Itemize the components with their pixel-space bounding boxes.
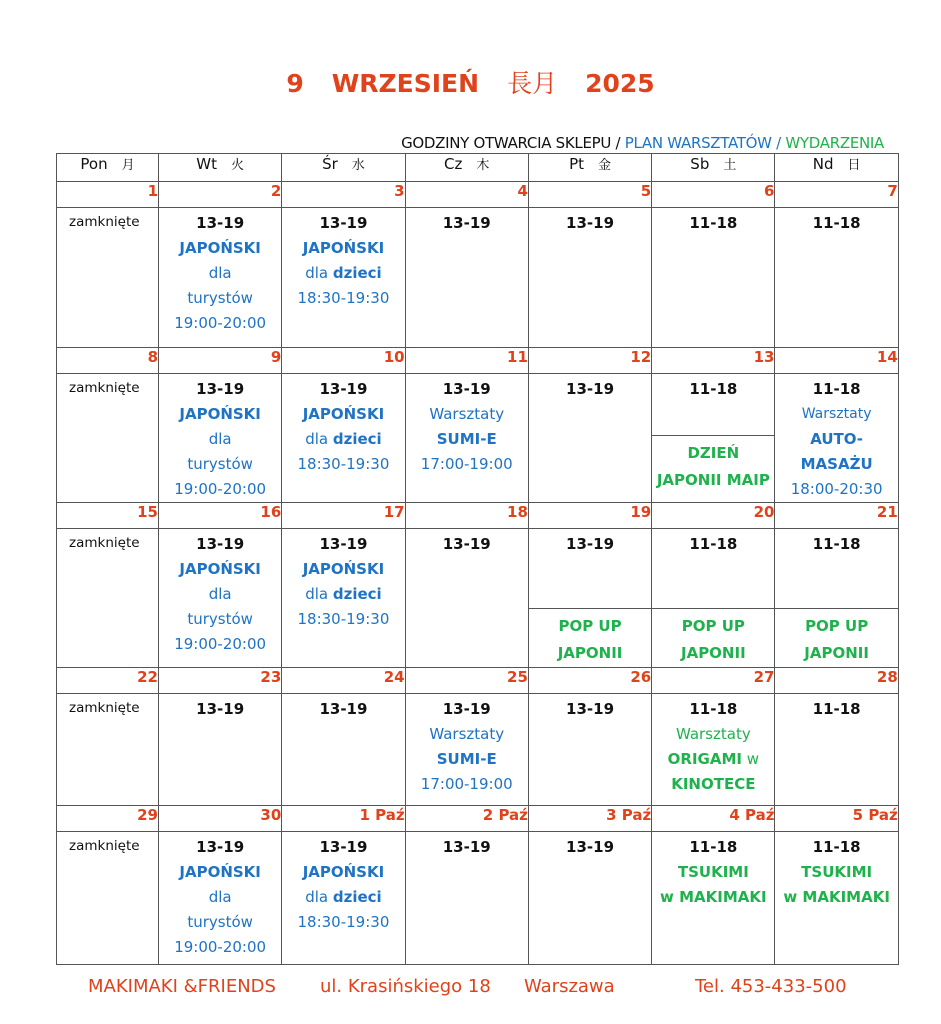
sumie-workshop-title: SUMI-E xyxy=(436,430,497,448)
opening-hours: 13-19 xyxy=(566,380,615,398)
opening-hours: 13-19 xyxy=(319,380,368,398)
footer-phone: Tel. 453-433-500 xyxy=(695,976,847,997)
day-number: 7 xyxy=(775,182,898,208)
japanese-kids-title: JAPOŃSKI xyxy=(302,239,385,257)
weekday-sat xyxy=(652,154,775,182)
opening-hours: 11-18 xyxy=(689,838,738,856)
closed-label: zamknięte xyxy=(69,700,140,716)
opening-hours: 13-19 xyxy=(196,700,245,718)
day-number: 10 xyxy=(282,348,405,374)
japanese-tourists-line: turystów xyxy=(187,610,253,628)
closed-label: zamknięte xyxy=(69,380,140,396)
day-number: 12 xyxy=(528,348,651,374)
week-3-content-row xyxy=(57,529,899,668)
weekday-label: Pt xyxy=(569,155,584,173)
day-cell-sun xyxy=(775,832,898,965)
footer-city: Warszawa xyxy=(524,976,615,997)
day-number: 9 xyxy=(159,348,282,374)
japanese-kids-title: JAPOŃSKI xyxy=(302,863,385,881)
legend xyxy=(401,134,884,152)
opening-hours: 13-19 xyxy=(566,700,615,718)
opening-hours: 13-19 xyxy=(442,380,491,398)
weekday-kanji: 日 xyxy=(847,158,861,173)
day-cell-mon xyxy=(57,694,159,806)
opening-hours: 13-19 xyxy=(196,838,245,856)
day-cell-fri xyxy=(528,374,651,503)
day-cell-mon xyxy=(57,832,159,965)
japanese-kids-prefix: dla xyxy=(305,430,333,448)
day-cell-wed xyxy=(282,832,405,965)
weekday-label: Cz xyxy=(444,155,463,173)
japanese-tourists-line: turystów xyxy=(187,289,253,307)
day-cell-sat xyxy=(652,832,775,965)
week-4-number-row xyxy=(57,668,899,694)
sat-hours-section xyxy=(652,377,774,436)
day-cell-fri xyxy=(528,208,651,348)
automasaz-title: MASAŻU xyxy=(800,455,873,473)
japanese-tourists-line: dla xyxy=(208,888,232,906)
opening-hours: 11-18 xyxy=(812,700,861,718)
opening-hours: 11-18 xyxy=(812,535,861,553)
day-number: 13 xyxy=(652,348,775,374)
origami-workshop-venue: KINOTECE xyxy=(671,775,756,793)
weekday-kanji: 月 xyxy=(121,158,135,173)
sumie-workshop-time: 17:00-19:00 xyxy=(420,455,513,473)
week-1-number-row xyxy=(57,182,899,208)
day-cell-wed xyxy=(282,374,405,503)
day-number: 15 xyxy=(57,503,159,529)
day-cell-thu xyxy=(405,529,528,668)
legend-separator: / xyxy=(771,134,786,152)
day-number: 29 xyxy=(57,806,159,832)
opening-hours: 11-18 xyxy=(689,535,738,553)
japanese-kids-emphasis: dzieci xyxy=(332,264,382,282)
title-kanji: 長月 xyxy=(507,69,558,98)
week-1-content-row xyxy=(57,208,899,348)
day-cell-mon xyxy=(57,374,159,503)
opening-hours: 11-18 xyxy=(689,214,738,232)
day-number: 21 xyxy=(775,503,898,529)
day-cell-wed xyxy=(282,694,405,806)
day-number: 3 xyxy=(282,182,405,208)
day-number: 22 xyxy=(57,668,159,694)
closed-label: zamknięte xyxy=(69,838,140,854)
japanese-kids-line xyxy=(282,582,404,607)
day-cell-sun xyxy=(775,374,898,503)
weekday-kanji: 木 xyxy=(476,158,490,173)
japanese-tourists-time: 19:00-20:00 xyxy=(174,314,267,332)
japanese-kids-time: 18:30-19:30 xyxy=(297,289,390,307)
day-cell-sun xyxy=(775,208,898,348)
week-5-content-row xyxy=(57,832,899,965)
japanese-tourists-line: turystów xyxy=(187,913,253,931)
opening-hours: 13-19 xyxy=(566,535,615,553)
event-popup-japonii xyxy=(652,609,774,667)
day-cell-thu xyxy=(405,374,528,503)
tsukimi-title: TSUKIMI xyxy=(801,863,873,881)
opening-hours: 13-19 xyxy=(442,214,491,232)
opening-hours: 13-19 xyxy=(442,700,491,718)
week-3-number-row xyxy=(57,503,899,529)
week-2-content-row xyxy=(57,374,899,503)
japanese-tourists-line: dla xyxy=(208,585,232,603)
day-number: 11 xyxy=(405,348,528,374)
weekday-mon xyxy=(57,154,159,182)
week-2-number-row xyxy=(57,348,899,374)
weekday-label: Nd xyxy=(812,155,834,173)
opening-hours: 13-19 xyxy=(566,214,615,232)
japanese-kids-line xyxy=(282,885,404,910)
day-number: 28 xyxy=(775,668,898,694)
weekday-kanji: 水 xyxy=(351,158,365,173)
day-cell-mon xyxy=(57,529,159,668)
opening-hours: 13-19 xyxy=(196,535,245,553)
legend-hours: GODZINY OTWARCIA SKLEPU xyxy=(401,134,612,152)
opening-hours: 13-19 xyxy=(319,838,368,856)
japanese-kids-time: 18:30-19:30 xyxy=(297,610,390,628)
week-4-content-row xyxy=(57,694,899,806)
tsukimi-venue: w MAKIMAKI xyxy=(783,888,890,906)
automasaz-title: AUTO- xyxy=(810,430,864,448)
footer-shop-name: MAKIMAKI &FRIENDS xyxy=(88,976,276,997)
weekday-label: Pon xyxy=(80,155,108,173)
japanese-kids-prefix: dla xyxy=(305,888,333,906)
day-number: 23 xyxy=(159,668,282,694)
event-title: JAPONII xyxy=(681,644,746,662)
day-number: 8 xyxy=(57,348,159,374)
japanese-tourists-time: 19:00-20:00 xyxy=(174,480,267,498)
opening-hours: 13-19 xyxy=(442,535,491,553)
day-cell-tue xyxy=(159,208,282,348)
japanese-tourists-title: JAPOŃSKI xyxy=(179,239,261,257)
sumie-workshop-title: SUMI-E xyxy=(436,750,497,768)
weekday-kanji: 火 xyxy=(231,158,245,173)
day-cell-tue xyxy=(159,529,282,668)
japanese-tourists-line: turystów xyxy=(187,455,253,473)
day-number: 2 xyxy=(159,182,282,208)
day-cell-wed xyxy=(282,208,405,348)
opening-hours: 11-18 xyxy=(689,380,738,398)
day-number: 17 xyxy=(282,503,405,529)
opening-hours: 13-19 xyxy=(319,535,368,553)
sumie-workshop-time: 17:00-19:00 xyxy=(420,775,513,793)
event-popup-japonii xyxy=(775,609,897,667)
automasaz-workshop-label: Warsztaty xyxy=(801,406,872,422)
weekday-label: Wt xyxy=(196,155,217,173)
day-number: 27 xyxy=(652,668,775,694)
day-cell-tue xyxy=(159,832,282,965)
day-number: 18 xyxy=(405,503,528,529)
legend-events: WYDARZENIA xyxy=(785,134,884,152)
weekday-kanji: 土 xyxy=(723,158,737,173)
weekday-wed xyxy=(282,154,405,182)
week-5-number-row xyxy=(57,806,899,832)
tsukimi-venue: w MAKIMAKI xyxy=(660,888,767,906)
day-cell-fri xyxy=(528,832,651,965)
japanese-kids-prefix: dla xyxy=(305,585,333,603)
weekday-thu xyxy=(405,154,528,182)
opening-hours: 13-19 xyxy=(196,380,245,398)
event-title: JAPONII xyxy=(557,644,623,662)
day-cell-sun xyxy=(775,529,898,668)
origami-title-word: ORIGAMI xyxy=(667,750,742,768)
japanese-kids-time: 18:30-19:30 xyxy=(297,455,390,473)
opening-hours: 13-19 xyxy=(319,214,368,232)
sun-hours-section xyxy=(775,532,897,609)
day-cell-tue xyxy=(159,374,282,503)
japanese-tourists-title: JAPOŃSKI xyxy=(179,863,261,881)
day-cell-sat xyxy=(652,374,775,503)
fri-hours-section xyxy=(529,532,651,609)
weekday-label: Śr xyxy=(322,155,338,173)
japanese-kids-line xyxy=(282,427,404,452)
opening-hours: 13-19 xyxy=(196,214,245,232)
japanese-kids-title: JAPOŃSKI xyxy=(302,560,385,578)
opening-hours: 11-18 xyxy=(812,214,861,232)
calendar-table xyxy=(56,153,899,965)
legend-workshops: PLAN WARSZTATÓW xyxy=(624,134,772,152)
event-title: POP UP xyxy=(558,617,622,635)
day-number: 6 xyxy=(652,182,775,208)
sat-hours-section xyxy=(652,532,774,609)
weekday-header-row xyxy=(57,154,899,182)
day-number: 19 xyxy=(528,503,651,529)
tsukimi-title: TSUKIMI xyxy=(677,863,749,881)
japanese-tourists-time: 19:00-20:00 xyxy=(174,635,267,653)
day-cell-fri xyxy=(528,694,651,806)
weekday-label: Sb xyxy=(690,155,710,173)
day-number: 3 Paź xyxy=(528,806,651,832)
day-number: 4 Paź xyxy=(652,806,775,832)
opening-hours: 11-18 xyxy=(689,700,738,718)
day-cell-sat xyxy=(652,529,775,668)
origami-workshop-label: Warsztaty xyxy=(675,725,751,743)
day-number: 20 xyxy=(652,503,775,529)
japanese-tourists-title: JAPOŃSKI xyxy=(179,405,261,423)
automasaz-time: 18:00-20:30 xyxy=(790,480,883,498)
day-cell-mon xyxy=(57,208,159,348)
day-cell-thu xyxy=(405,694,528,806)
japanese-kids-time: 18:30-19:30 xyxy=(297,913,390,931)
footer-address: ul. Krasińskiego 18 xyxy=(320,976,491,997)
japanese-kids-title: JAPOŃSKI xyxy=(302,405,385,423)
opening-hours: 13-19 xyxy=(442,838,491,856)
event-dzien-japonii xyxy=(652,436,774,494)
sumie-workshop-label: Warsztaty xyxy=(429,725,505,743)
japanese-kids-emphasis: dzieci xyxy=(332,585,382,603)
event-title: JAPONII MAIP xyxy=(656,471,770,489)
japanese-tourists-time: 19:00-20:00 xyxy=(174,938,267,956)
day-cell-sun xyxy=(775,694,898,806)
opening-hours: 11-18 xyxy=(812,838,861,856)
weekday-sun xyxy=(775,154,898,182)
japanese-kids-line xyxy=(282,261,404,286)
day-cell-tue xyxy=(159,694,282,806)
japanese-kids-prefix: dla xyxy=(305,264,333,282)
event-popup-japonii xyxy=(529,609,651,667)
sumie-workshop-label: Warsztaty xyxy=(429,405,505,423)
day-number: 16 xyxy=(159,503,282,529)
day-cell-sat xyxy=(652,694,775,806)
opening-hours: 13-19 xyxy=(566,838,615,856)
weekday-kanji: 金 xyxy=(598,158,612,173)
day-number: 5 Paź xyxy=(775,806,898,832)
weekday-fri xyxy=(528,154,651,182)
day-cell-thu xyxy=(405,832,528,965)
origami-title-suffix: w xyxy=(741,750,760,768)
title-day: 9 xyxy=(286,69,304,98)
opening-hours: 11-18 xyxy=(812,380,861,398)
japanese-tourists-line: dla xyxy=(208,430,232,448)
day-number: 4 xyxy=(405,182,528,208)
japanese-tourists-title: JAPOŃSKI xyxy=(179,560,261,578)
day-cell-fri xyxy=(528,529,651,668)
day-number: 30 xyxy=(159,806,282,832)
day-number: 25 xyxy=(405,668,528,694)
origami-workshop-title xyxy=(652,747,774,772)
day-number: 1 Paź xyxy=(282,806,405,832)
day-cell-wed xyxy=(282,529,405,668)
day-number: 24 xyxy=(282,668,405,694)
page-title xyxy=(0,64,941,100)
legend-separator: / xyxy=(611,134,625,152)
closed-label: zamknięte xyxy=(69,214,140,230)
event-title: POP UP xyxy=(805,617,869,635)
day-cell-thu xyxy=(405,208,528,348)
title-month: WRZESIEŃ xyxy=(331,69,480,98)
japanese-kids-emphasis: dzieci xyxy=(332,888,382,906)
title-year: 2025 xyxy=(585,69,655,98)
day-cell-sat xyxy=(652,208,775,348)
event-title: DZIEŃ xyxy=(687,444,740,462)
event-title: JAPONII xyxy=(804,644,869,662)
japanese-kids-emphasis: dzieci xyxy=(332,430,382,448)
event-title: POP UP xyxy=(681,617,745,635)
day-number: 5 xyxy=(528,182,651,208)
day-number: 26 xyxy=(528,668,651,694)
day-number: 2 Paź xyxy=(405,806,528,832)
japanese-tourists-line: dla xyxy=(208,264,232,282)
day-number: 1 xyxy=(57,182,159,208)
day-number: 14 xyxy=(775,348,898,374)
weekday-tue xyxy=(159,154,282,182)
opening-hours: 13-19 xyxy=(319,700,368,718)
closed-label: zamknięte xyxy=(69,535,140,551)
